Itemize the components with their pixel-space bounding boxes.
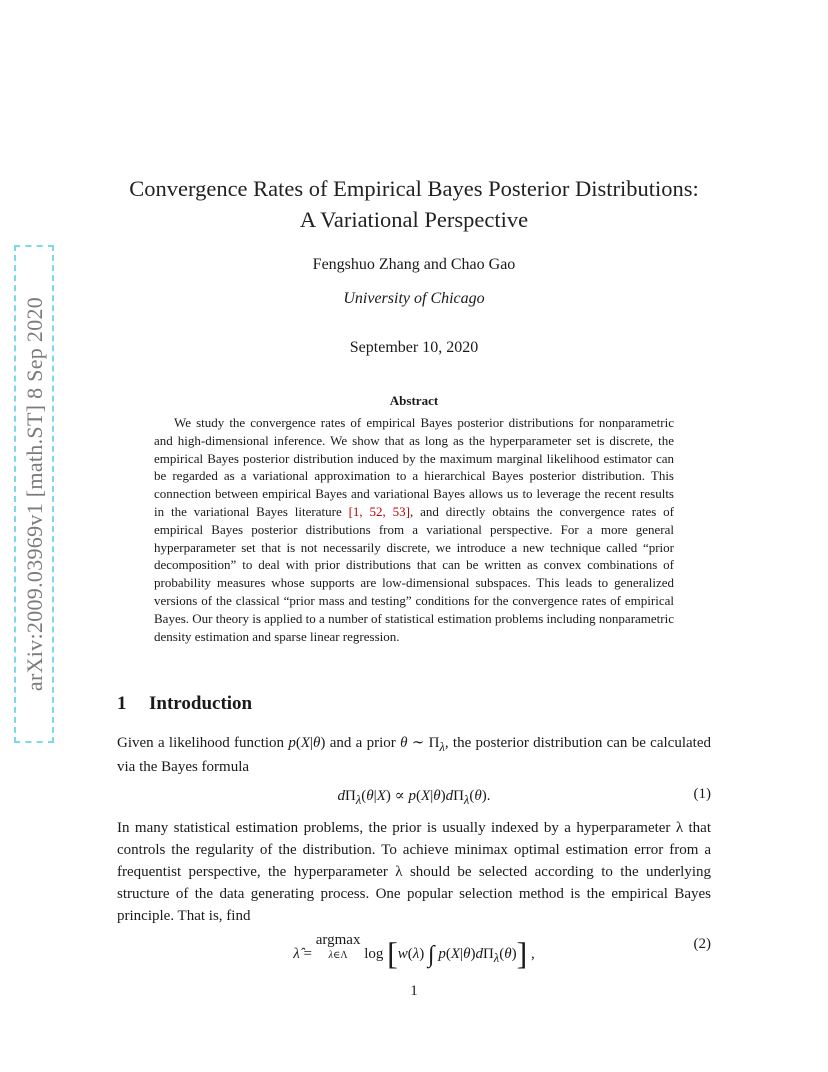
arxiv-identifier: arXiv:2009.03969v1 [math.ST] 8 Sep 2020 — [22, 296, 47, 692]
likelihood-math: p(X|θ) — [288, 735, 326, 751]
section-heading — [117, 693, 252, 715]
intro-paragraph-1 — [117, 733, 711, 777]
equation-1-body: $d\Pi_\lambda(\theta|X) \propto p(X|\theta)d\Pi_\lambda(\theta)$. — [337, 788, 491, 807]
page-number: 1 — [410, 983, 418, 999]
intro-text-part2: and a prior — [325, 735, 401, 751]
intro-text-part3: , the posterior distribution can be calculated via the Bayes formula — [117, 735, 711, 775]
section-title: Introduction — [149, 693, 253, 714]
equation-2-body: λ̂ = argmax λ∈Λ log [w(λ) ∫ $p(X|\theta)d\Pi_\lambda(\theta)$] , — [293, 932, 535, 971]
abstract-text-part2: , and directly obtains the convergence rates of empirical Bayes posterior distributions from a variational perspective. For a more general hyperparameter set that is not necessarily discrete, we introduce a new technique called “prior decomposition” to deal with prior distributions that can be written as convex combinations of probability measures whose supports are low-dimensional subspaces. This leads to generalized versions of the classical “prior mass and testing” conditions for the convergence rates of empirical Bayes. Our theory is applied to a number of statistical estimation problems including nonparametric density estimation and sparse linear regression. — [154, 503, 674, 644]
citation-link[interactable]: [1, 52, 53] — [348, 503, 410, 519]
equation-2-label: (2) — [693, 936, 711, 952]
prior-math: θ ∼ $\Pi_\lambda$ — [400, 735, 445, 754]
abstract-text-part1: We study the convergence rates of empirical Bayes posterior distributions for nonparametric and high-dimensional inference. We show that as long as the hyperparameter set is discrete, the empirical Bayes posterior distribution induced by the maximum marginal likelihood estimator can be regarded as a variational approximation to a hierarchical Bayes posterior distribution. This connection between empirical Bayes and variational Bayes allows us to leverage the recent results in the variational Bayes literature — [154, 415, 674, 519]
authors: Fengshuo Zhang and Chao Gao — [312, 256, 516, 273]
equation-2 — [117, 933, 711, 969]
date: September 10, 2020 — [349, 339, 479, 356]
paper-title-line2: A Variational Perspective — [299, 207, 529, 232]
abstract-heading: Abstract — [389, 393, 439, 408]
paper-title — [100, 173, 728, 235]
intro-paragraph-2: In many statistical estimation problems, the prior is usually indexed by a hyperparameter λ that controls the regularity of the distribution. To achieve minimax optimal estimation error from a frequentist perspective, the hyperparameter λ should be selected according to the underlying structure of the data generating process. One popular selection method is the empirical Bayes principle. That is, find — [117, 820, 711, 924]
equation-1-label: (1) — [693, 786, 711, 802]
affiliation: University of Chicago — [343, 290, 485, 307]
paper-title-line1: Convergence Rates of Empirical Bayes Posterior Distributions: — [129, 176, 699, 201]
section-number: 1 — [117, 693, 127, 714]
intro-text-part1: Given a likelihood function — [117, 735, 289, 751]
abstract-text — [154, 414, 674, 645]
